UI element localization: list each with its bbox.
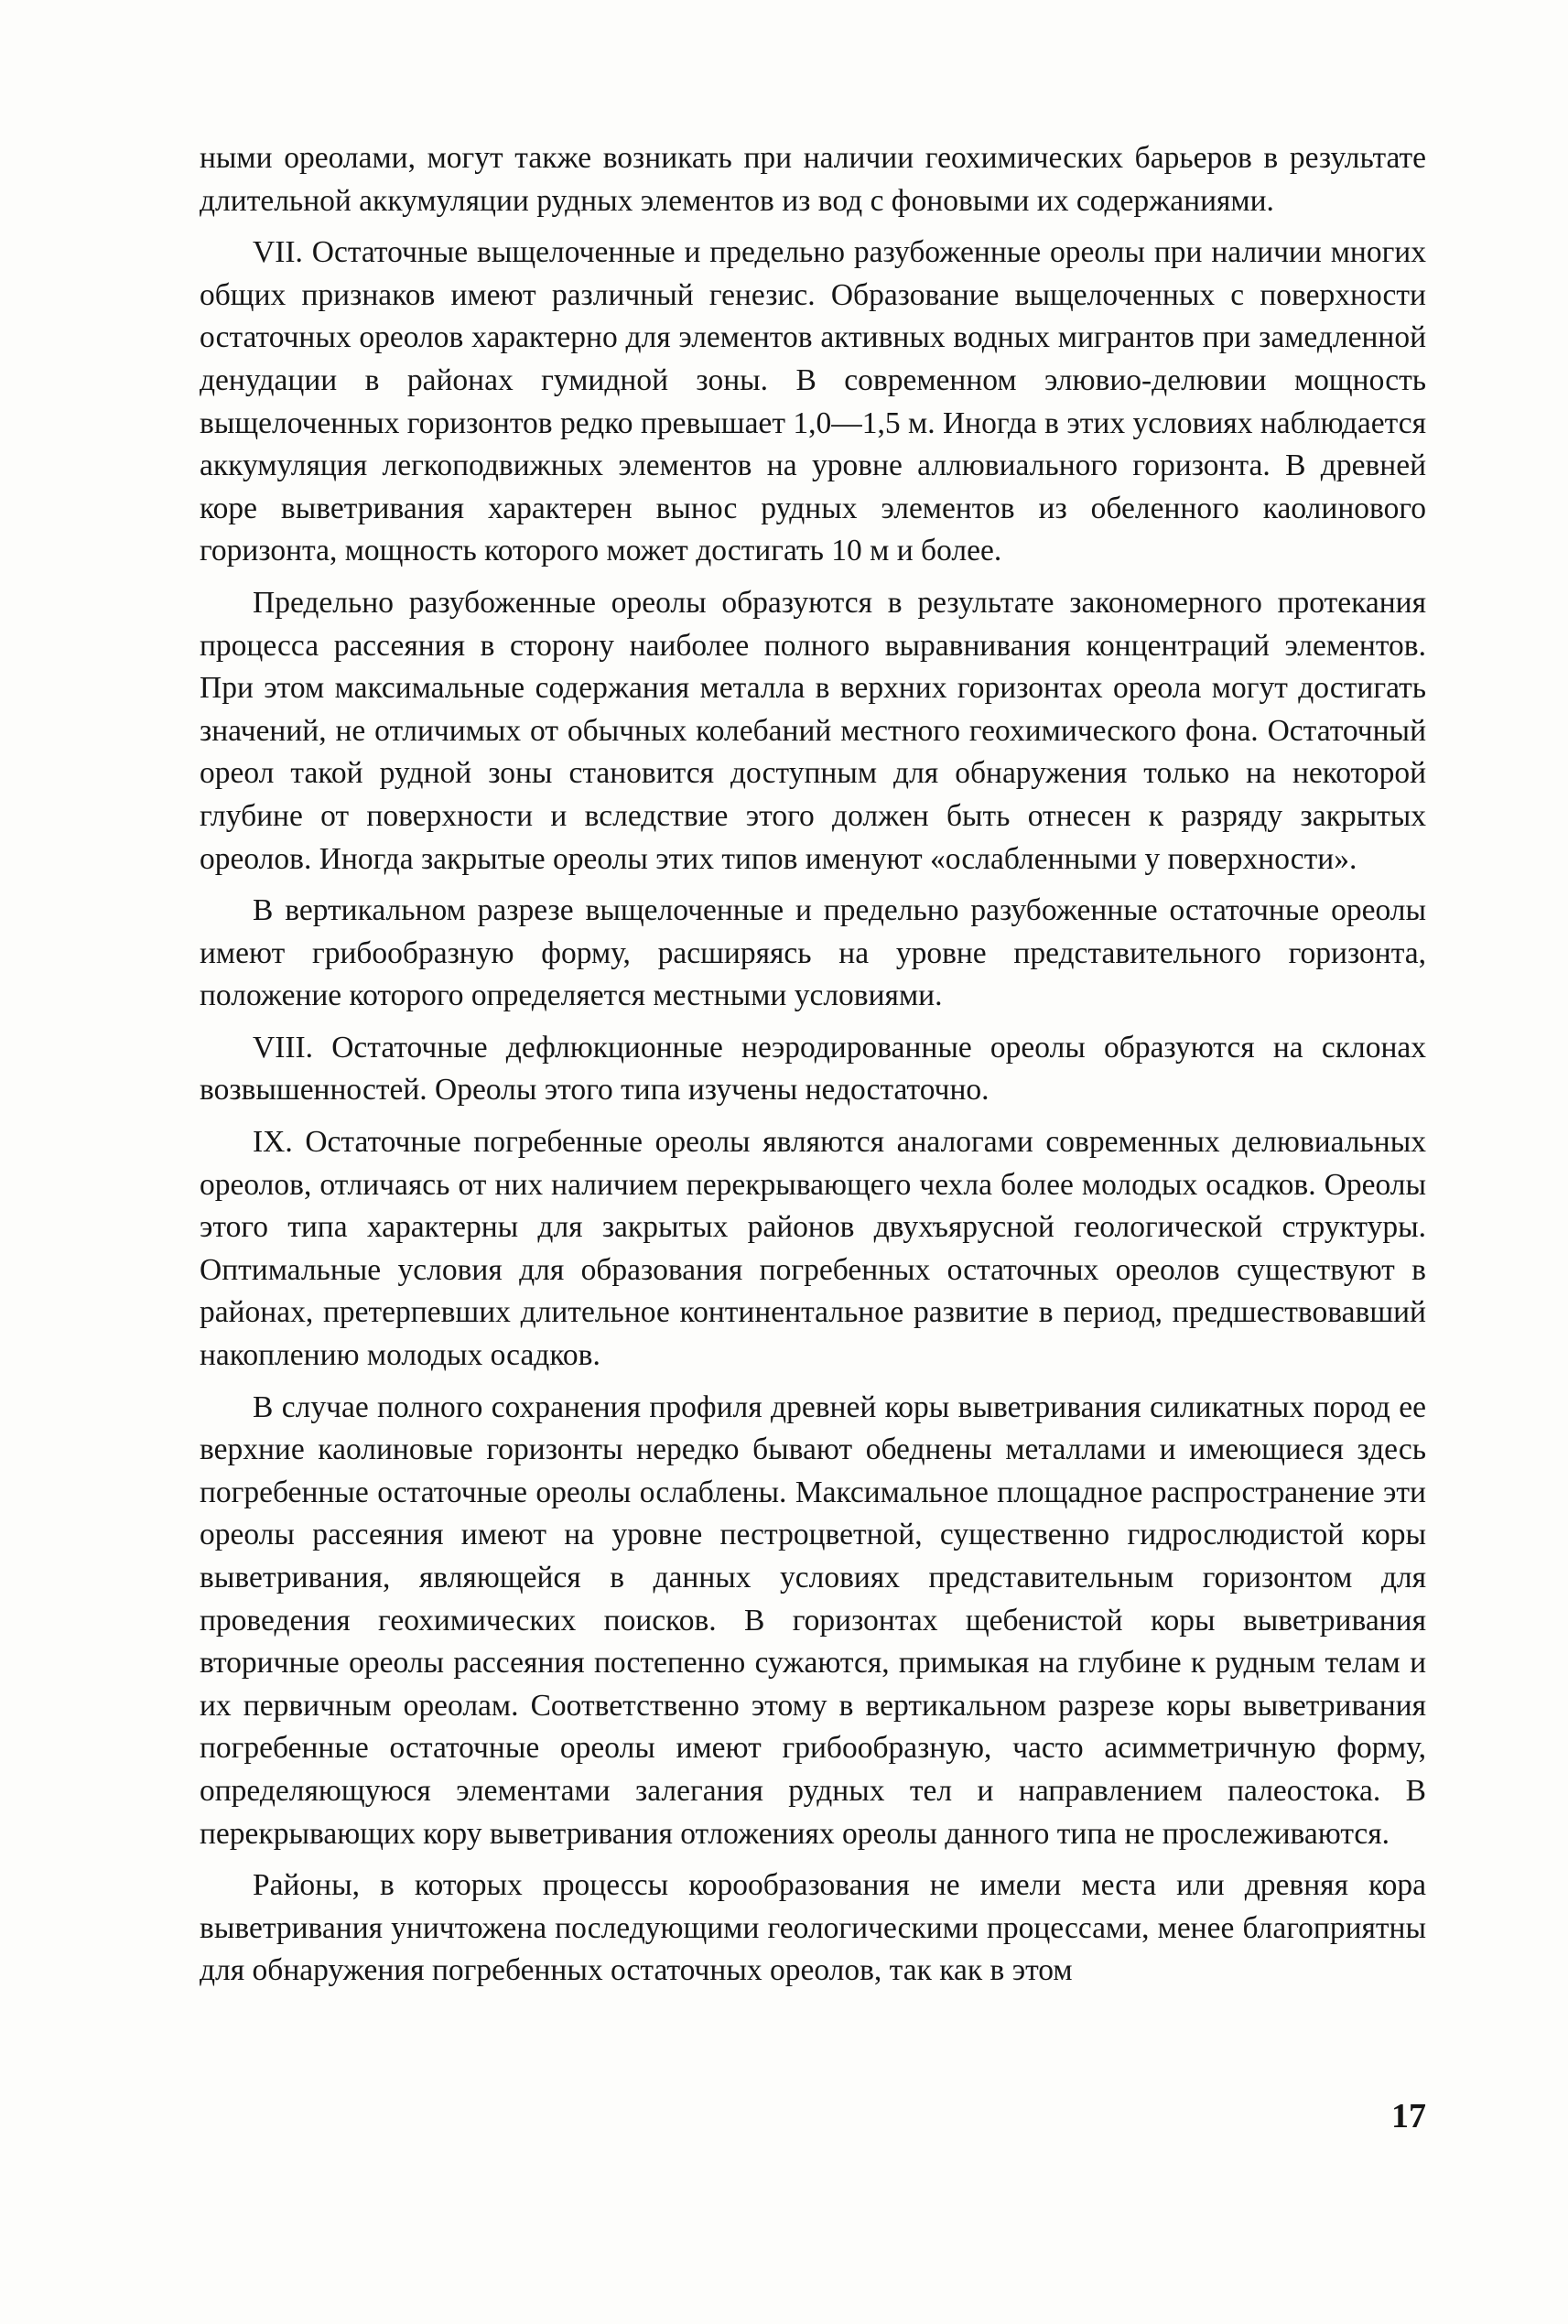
paragraph-weathering-crust: В случае полного сохранения профиля древней коры выветривания силикатных пород ее верхние каолиновые горизонты нередко бывают обеднены металлами и имеющиеся здесь погребенные остаточные ореолы ослаблены. Максимальное площадное распространение эти ореолы рассеяния имеют на уровне пестроцветной, существенно гидрослюдистой коры выветривания, являющейся в данных условиях представительным горизонтом для проведения геохимических поисков. В горизонтах щебенистой коры выветривания вторичные ореолы рассеяния постепенно сужаются, примыкая на глубине к рудным телам и их первичным ореолам. Соответственно этому в вертикальном разрезе коры выветривания погребенные остаточные ореолы имеют грибообразную, часто асимметричную форму, определяющуюся элементами залегания рудных тел и направлением палеостока. В перекрывающих кору выветривания отложениях ореолы данного типа не прослеживаются. (200, 1389, 1426, 1851)
page-number: 17 (1391, 2097, 1426, 2135)
paragraph-type-viii: VIII. Остаточные дефлюкционные неэродированные ореолы образуются на склонах возвышенностей. Ореолы этого типа изучены недостаточно. (200, 1030, 1426, 1108)
body-text (200, 137, 1426, 2002)
paragraph-type-vii: VII. Остаточные выщелоченные и предельно разубоженные ореолы при наличии многих общих признаков имеют различный генезис. Образование выщелоченных с поверхности остаточных ореолов характерно для элементов активных водных мигрантов при замедленной денудации в районах гумидной зоны. В современном элювио-делювии мощность выщелоченных горизонтов редко превышает 1,0—1,5 м. Иногда в этих условиях наблюдается аккумуляция легкоподвижных элементов на уровне аллювиального горизонта. В древней коре выветривания характерен вынос рудных элементов из обеленного каолинового горизонта, мощность которого может достигать 10 м и более. (200, 235, 1426, 568)
paragraph-regions: Районы, в которых процессы корообразования не имели места или древняя кора выветривания уничтожена последующими геологическими процессами, менее благоприятны для обнаружения погребенных остаточных ореолов, так как в этом (200, 1868, 1426, 1988)
paragraph-type-ix: IX. Остаточные погребенные ореолы являются аналогами современных делювиальных ореолов, отличаясь от них наличием перекрывающего чехла более молодых осадков. Ореолы этого типа характерны для закрытых районов двухъярусной геологической структуры. Оптимальные условия для образования погребенных остаточных ореолов существуют в районах, претерпевших длительное континентальное развитие в период, предшествовавший накоплению молодых осадков. (200, 1125, 1426, 1373)
paragraph-vertical-section: В вертикальном разрезе выщелоченные и предельно разубоженные остаточные ореолы имеют грибообразную форму, расширяясь на уровне представительного горизонта, положение которого определяется местными условиями. (200, 893, 1426, 1013)
paragraph-continuation: ными ореолами, могут также возникать при наличии геохимических барьеров в результате длительной аккумуляции рудных элементов из вод с фоновыми их содержаниями. (200, 141, 1426, 218)
paragraph-diluted-haloes: Предельно разубоженные ореолы образуются в результате закономерного протекания процесса рассеяния в сторону наиболее полного выравнивания концентраций элементов. При этом максимальные содержания металла в верхних горизонтах ореола могут достигать значений, не отличимых от обычных колебаний местного геохимического фона. Остаточный ореол такой рудной зоны становится доступным для обнаружения только на некоторой глубине от поверхности и вследствие этого должен быть отнесен к разряду закрытых ореолов. Иногда закрытые ореолы этих типов именуют «ослабленными у поверхности». (200, 585, 1426, 876)
